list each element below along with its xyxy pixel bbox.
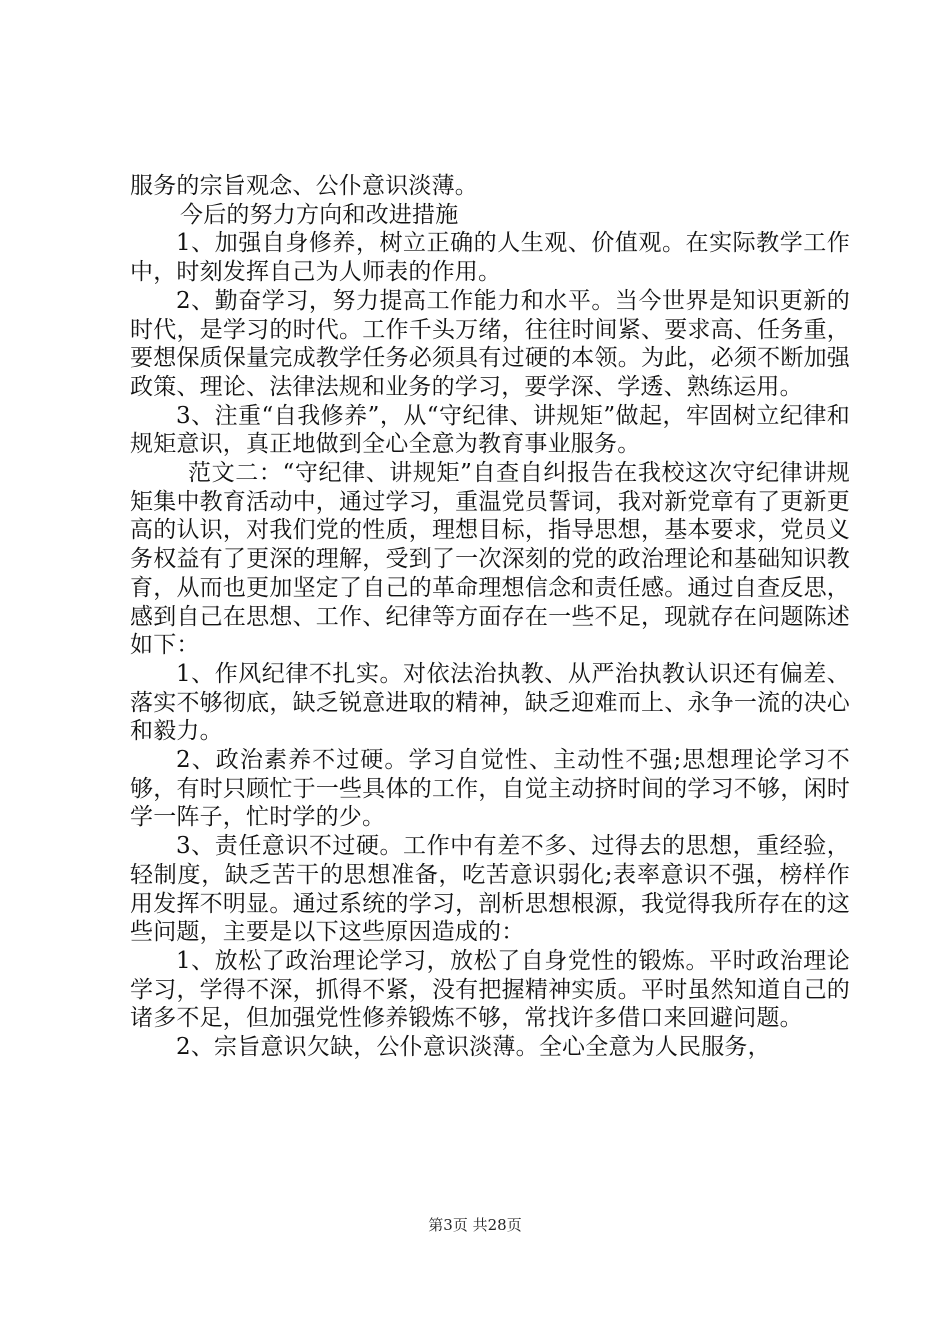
paragraph-10: 2、宗旨意识欠缺，公仆意识淡薄。全心全意为人民服务， — [176, 1034, 771, 1061]
page-number-label: 第3页 共28页 — [428, 1216, 522, 1234]
page-footer — [0, 1214, 950, 1235]
paragraph-3: 2、勤奋学习，努力提高工作能力和水平。当今世界是知识更新的时代，是学习的时代。工作千头万绪，往往时间紧、要求高、任务重，要想保质保量完成教学任务必须具有过硬的本领。为此，必须不断加强政策、理论、法律法规和业务的学习，要学深、学透、熟练运用。 — [130, 287, 850, 400]
paragraph-4: 3、注重“自我修养”，从“守纪律、讲规矩”做起，牢固树立纪律和规矩意识，真正地做到全心全意为教育事业服务。 — [130, 402, 850, 458]
paragraph-8: 3、责任意识不过硬。工作中有差不多、过得去的思想，重经验，轻制度，缺乏苦干的思想准备，吃苦意识弱化;表率意识不强，榜样作用发挥不明显。通过系统的学习，剖析思想根源，我觉得我所存在的这些问题，主要是以下这些原因造成的： — [130, 833, 850, 946]
paragraph-6: 1、作风纪律不扎实。对依法治执教、从严治执教认识还有偏差、落实不够彻底，缺乏锐意进取的精神，缺乏迎难而上、永争一流的决心和毅力。 — [130, 660, 850, 745]
document-body — [130, 172, 850, 1062]
paragraph-9: 1、放松了政治理论学习，放松了自身党性的锻炼。平时政治理论学习，学得不深，抓得不紧，没有把握精神实质。平时虽然知道自己的诸多不足，但加强党性修养锻炼不够，常找许多借口来回避问题。 — [130, 947, 850, 1032]
paragraph-5: 范文二：“守纪律、讲规矩”自查自纠报告在我校这次守纪律讲规矩集中教育活动中，通过学习，重温党员誓词，我对新党章有了更新更高的认识，对我们党的性质，理想目标，指导思想，基本要求，党员义务权益有了更深的理解，受到了一次深刻的党的政治理论和基础知识教育，从而也更加坚定了自己的革命理想信念和责任感。通过自查反思，感到自己在思想、工作、纪律等方面存在一些不足，现就存在问题陈述如下： — [130, 460, 850, 659]
paragraph-2: 1、加强自身修养，树立正确的人生观、价值观。在实际教学工作中，时刻发挥自己为人师表的作用。 — [130, 230, 850, 286]
paragraph-0: 服务的宗旨观念、公仆意识淡薄。 — [130, 173, 478, 199]
paragraph-7: 2、政治素养不过硬。学习自觉性、主动性不强;思想理论学习不够，有时只顾忙于一些具体的工作，自觉主动挤时间的学习不够，闲时学一阵子，忙时学的少。 — [130, 747, 850, 831]
paragraph-heading: 今后的努力方向和改进措施 — [180, 201, 459, 228]
